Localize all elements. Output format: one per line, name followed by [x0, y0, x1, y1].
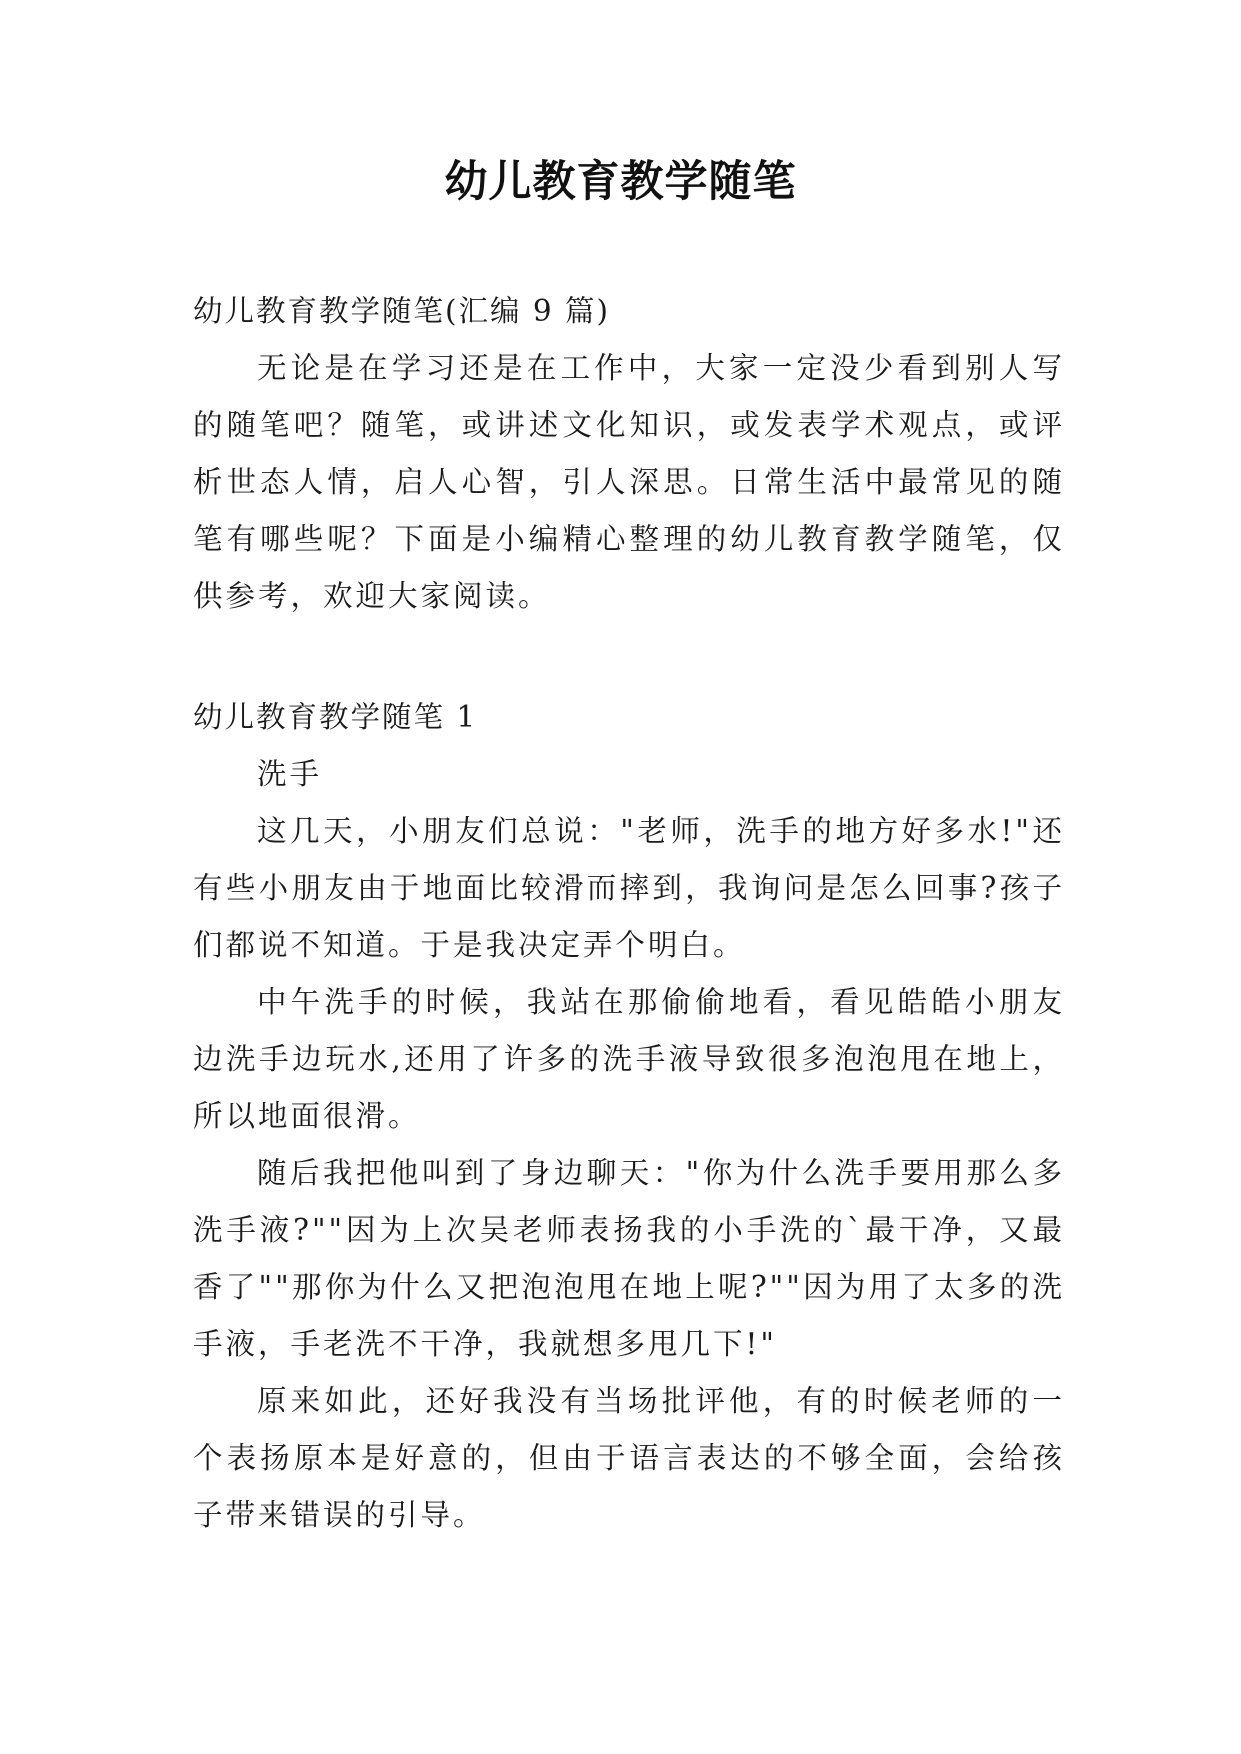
body-paragraph: 随后我把他叫到了身边聊天："你为什么洗手要用那么多洗手液?""因为上次吴老师表扬我的小手洗的`最干净，又最香了""那你为什么又把泡泡甩在地上呢?""因为用了太多的洗手液，手老洗不干净，我就想多甩几下!"	[193, 1156, 1065, 1361]
section-topic: 洗手	[257, 757, 323, 791]
document-body	[193, 283, 1065, 1544]
document-title: 幼儿教育教学随笔	[444, 157, 797, 207]
intro-paragraph: 无论是在学习还是在工作中，大家一定没少看到别人写的随笔吧？随笔，或讲述文化知识，或发表学术观点，或评析世态人情，启人心智，引人深思。日常生活中最常见的随笔有哪些呢？下面是小编精心整理的幼儿教育教学随笔，仅供参考，欢迎大家阅读。	[193, 351, 1065, 613]
document-subtitle: 幼儿教育教学随笔(汇编 9 篇)	[193, 294, 611, 328]
section-heading: 幼儿教育教学随笔 1	[193, 700, 478, 734]
body-paragraph: 原来如此，还好我没有当场批评他，有的时候老师的一个表扬原本是好意的，但由于语言表达的不够全面，会给孩子带来错误的引导。	[193, 1384, 1065, 1532]
body-paragraph: 这几天，小朋友们总说："老师，洗手的地方好多水!"还有些小朋友由于地面比较滑而摔到，我询问是怎么回事?孩子们都说不知道。于是我决定弄个明白。	[193, 814, 1065, 962]
body-paragraph: 中午洗手的时候，我站在那偷偷地看，看见皓皓小朋友边洗手边玩水,还用了许多的洗手液导致很多泡泡甩在地上，所以地面很滑。	[193, 985, 1065, 1133]
